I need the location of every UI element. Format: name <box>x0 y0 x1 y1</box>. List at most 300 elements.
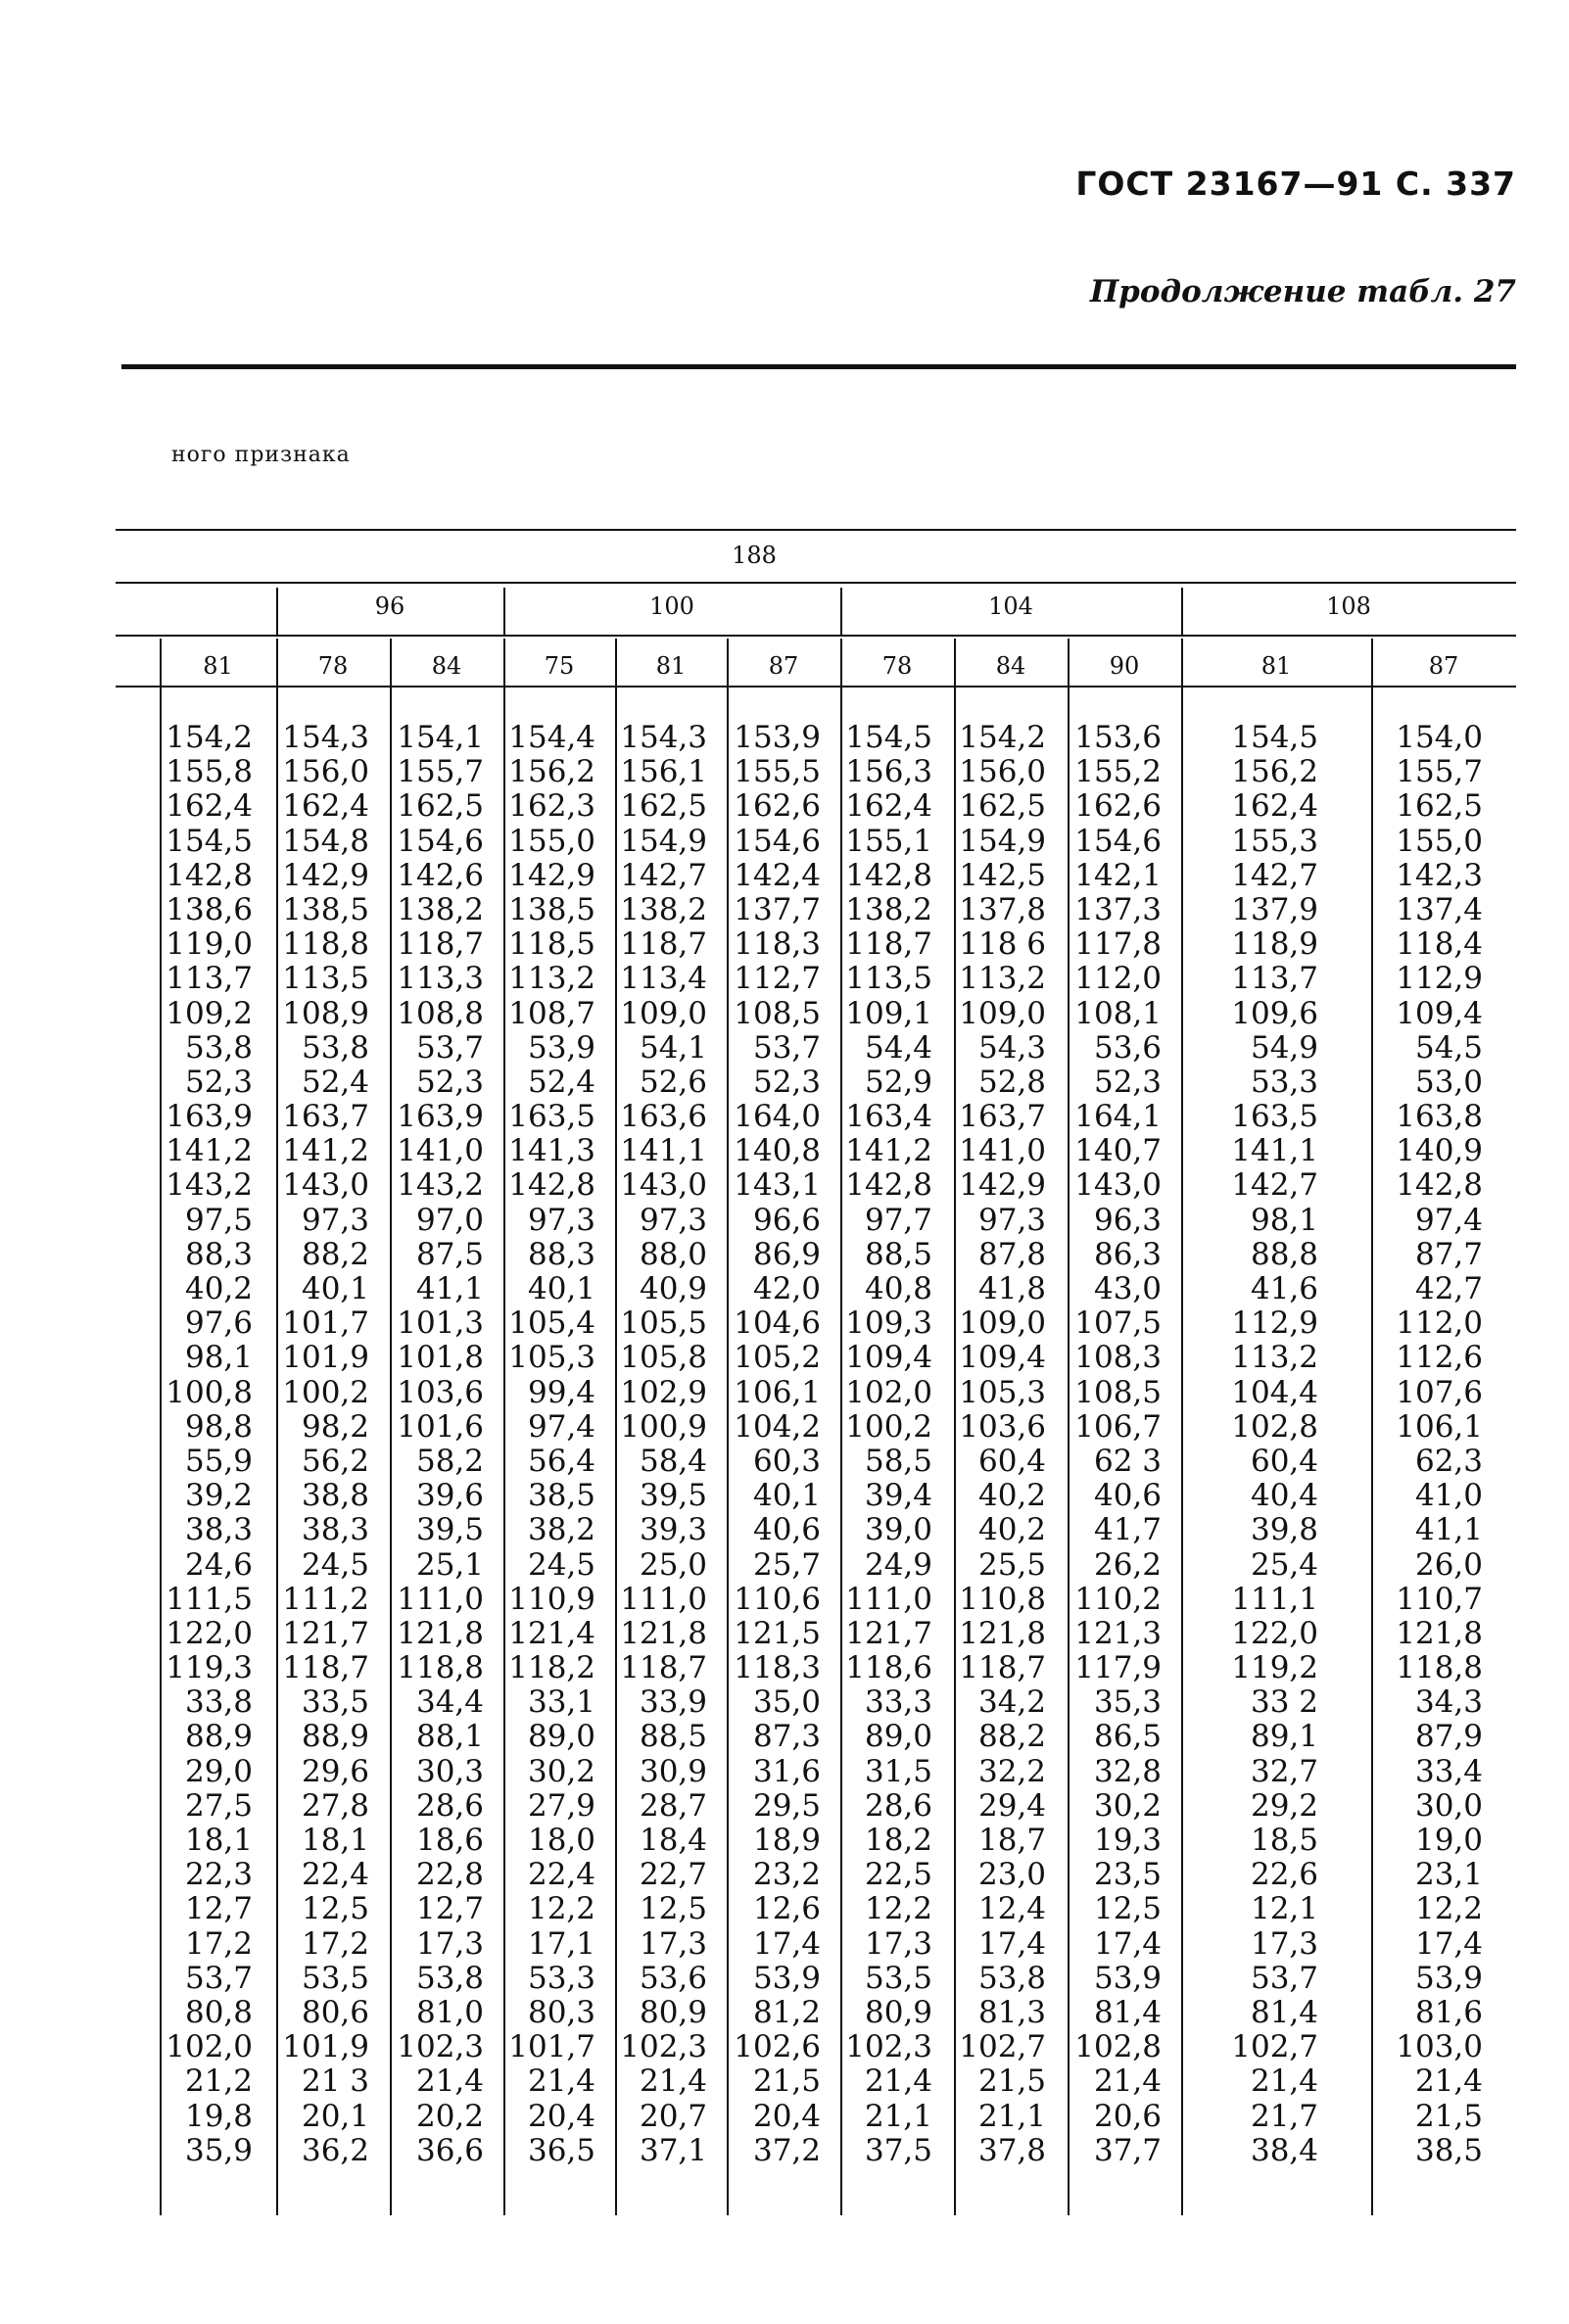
table-cell: 53,3 <box>527 1960 595 1996</box>
table-cell: 18,1 <box>301 1823 369 1858</box>
table-cell: 80,8 <box>184 1994 253 2030</box>
table-cell: 118,2 <box>508 1650 595 1686</box>
table-cell: 101,9 <box>282 1340 369 1376</box>
table-cell: 20,7 <box>639 2098 707 2134</box>
table-cell: 88,3 <box>184 1236 253 1272</box>
table-cell: 37,7 <box>1093 2132 1162 2168</box>
table-cell: 52,8 <box>977 1064 1046 1100</box>
table-cell: 33,9 <box>639 1684 707 1721</box>
table-cell: 118,7 <box>397 926 484 963</box>
table-cell: 17,3 <box>1250 1925 1318 1962</box>
table-cell: 17,2 <box>301 1925 369 1962</box>
table-cell: 24,6 <box>184 1546 253 1583</box>
column-header: 78 <box>881 652 913 680</box>
table-cell: 141,0 <box>959 1133 1046 1169</box>
table-cell: 40,8 <box>864 1271 932 1306</box>
table-cell: 53,9 <box>1414 1960 1483 1996</box>
table-cell: 164,0 <box>734 1099 821 1135</box>
table-cell: 141,1 <box>1231 1133 1318 1169</box>
table-cell: 97,3 <box>301 1202 369 1238</box>
table-cell: 56,4 <box>527 1443 595 1479</box>
table-cell: 89,0 <box>864 1719 932 1755</box>
table-cell: 163,9 <box>166 1099 253 1135</box>
table-cell: 113,5 <box>845 961 932 997</box>
table-cell: 141,0 <box>397 1133 484 1169</box>
table-cell: 163,8 <box>1396 1099 1483 1135</box>
table-cell: 113,7 <box>166 961 253 997</box>
table-cell: 20,2 <box>415 2098 484 2134</box>
table-cell: 27,8 <box>301 1787 369 1824</box>
group-label: 108 <box>1326 593 1371 620</box>
table-cell: 109,4 <box>1396 995 1483 1031</box>
table-cell: 108,5 <box>1074 1374 1162 1410</box>
table-cell: 138,2 <box>620 891 707 927</box>
data-column <box>959 721 1046 2168</box>
table-cell: 54,9 <box>1250 1029 1318 1066</box>
table-cell: 104,6 <box>734 1305 821 1342</box>
table-cell: 102,6 <box>734 2029 821 2065</box>
table-cell: 58,5 <box>864 1443 932 1479</box>
table-cell: 88,5 <box>639 1719 707 1755</box>
table-cell: 41,1 <box>1414 1512 1483 1548</box>
table-cell: 26,0 <box>1414 1546 1483 1583</box>
table-cell: 140,9 <box>1396 1133 1483 1169</box>
table-cell: 81,4 <box>1250 1994 1318 2030</box>
table-cell: 110,8 <box>959 1581 1046 1617</box>
table-cell: 41,6 <box>1250 1271 1318 1306</box>
column-divider <box>1181 639 1183 2215</box>
table-cell: 141,1 <box>620 1133 707 1169</box>
table-cell: 18,7 <box>977 1823 1046 1858</box>
table-cell: 142,8 <box>166 857 253 893</box>
table-cell: 142,5 <box>959 857 1046 893</box>
table-cell: 102,0 <box>166 2029 253 2065</box>
table-cell: 113,2 <box>959 961 1046 997</box>
table-cell: 153,9 <box>734 720 821 755</box>
table-cell: 156,2 <box>1231 754 1318 790</box>
table-cell: 96,3 <box>1093 1202 1162 1238</box>
table-cell: 21,4 <box>1250 2063 1318 2100</box>
table-cell: 12,2 <box>527 1891 595 1927</box>
table-cell: 88,9 <box>184 1719 253 1755</box>
table-cell: 58,4 <box>639 1443 707 1479</box>
table-cell: 113,3 <box>397 961 484 997</box>
table-cell: 118,6 <box>845 1650 932 1686</box>
table-cell: 137,9 <box>1231 891 1318 927</box>
table-cell: 142,9 <box>508 857 595 893</box>
table-cell: 103,6 <box>397 1374 484 1410</box>
table-cell: 162,5 <box>620 788 707 825</box>
table-cell: 153,6 <box>1074 720 1162 755</box>
table-cell: 142,7 <box>1231 1167 1318 1204</box>
table-cell: 22,4 <box>301 1857 369 1893</box>
data-column <box>845 721 932 2168</box>
table-cell: 101,3 <box>397 1305 484 1342</box>
table-cell: 142,8 <box>1396 1167 1483 1204</box>
table-cell: 21 3 <box>301 2063 369 2100</box>
table-cell: 21,4 <box>864 2063 932 2100</box>
table-cell: 62,3 <box>1414 1443 1483 1479</box>
table-cell: 32,8 <box>1093 1753 1162 1789</box>
table-cell: 53,6 <box>639 1960 707 1996</box>
table-cell: 118,9 <box>1231 926 1318 963</box>
table-cell: 38,4 <box>1250 2132 1318 2168</box>
table-cell: 162,4 <box>845 788 932 825</box>
table-cell: 80,9 <box>639 1994 707 2030</box>
table-cell: 112,0 <box>1074 961 1162 997</box>
table-cell: 88,0 <box>639 1236 707 1272</box>
table-cell: 156,2 <box>508 754 595 790</box>
table-cell: 25,1 <box>415 1546 484 1583</box>
table-cell: 142,7 <box>620 857 707 893</box>
table-cell: 53,8 <box>184 1029 253 1066</box>
table-cell: 154,9 <box>959 823 1046 859</box>
table-cell: 88,2 <box>301 1236 369 1272</box>
table-cell: 19,3 <box>1093 1823 1162 1858</box>
table-cell: 118,8 <box>1396 1650 1483 1686</box>
group-divider <box>1181 588 1183 635</box>
table-cell: 60,4 <box>1250 1443 1318 1479</box>
table-cell: 102,9 <box>620 1374 707 1410</box>
group-label: 96 <box>374 593 405 620</box>
table-cell: 97,5 <box>184 1202 253 1238</box>
table-cell: 23,1 <box>1414 1857 1483 1893</box>
table-cell: 87,3 <box>752 1719 821 1755</box>
table-cell: 34,2 <box>977 1684 1046 1721</box>
table-cell: 142,1 <box>1074 857 1162 893</box>
table-cell: 19,8 <box>184 2098 253 2134</box>
table-cell: 163,7 <box>959 1099 1046 1135</box>
data-column <box>282 721 369 2168</box>
table-cell: 121,8 <box>620 1615 707 1651</box>
table-cell: 87,7 <box>1414 1236 1483 1272</box>
table-cell: 89,0 <box>527 1719 595 1755</box>
table-cell: 111,0 <box>620 1581 707 1617</box>
table-cell: 28,6 <box>415 1787 484 1824</box>
table-cell: 113,2 <box>508 961 595 997</box>
table-cell: 40,9 <box>639 1271 707 1306</box>
data-column <box>734 721 821 2168</box>
table-cell: 18,0 <box>527 1823 595 1858</box>
table-cell: 40,2 <box>977 1478 1046 1514</box>
table-cell: 98,1 <box>184 1340 253 1376</box>
table-cell: 53,9 <box>527 1029 595 1066</box>
continuation-label: Продолжение табл. 27 <box>1089 274 1516 309</box>
table-cell: 118,7 <box>845 926 932 963</box>
column-divider <box>390 639 392 2215</box>
column-header: 81 <box>203 652 233 680</box>
table-cell: 53,7 <box>415 1029 484 1066</box>
table-cell: 18,4 <box>639 1823 707 1858</box>
table-cell: 137,8 <box>959 891 1046 927</box>
table-cell: 142,4 <box>734 857 821 893</box>
table-cell: 155,1 <box>845 823 932 859</box>
table-cell: 121,8 <box>1396 1615 1483 1651</box>
table-cell: 35,9 <box>184 2132 253 2168</box>
table-cell: 17,4 <box>1414 1925 1483 1962</box>
table-cell: 23,5 <box>1093 1857 1162 1893</box>
data-column <box>1396 721 1483 2168</box>
table-cell: 21,4 <box>1093 2063 1162 2100</box>
table-cell: 32,2 <box>977 1753 1046 1789</box>
table-cell: 31,5 <box>864 1753 932 1789</box>
table-cell: 154,5 <box>166 823 253 859</box>
column-header: 78 <box>317 652 349 680</box>
table-cell: 37,1 <box>639 2132 707 2168</box>
table-cell: 97,3 <box>639 1202 707 1238</box>
table-top-label: 188 <box>732 542 777 569</box>
table-cell: 40,1 <box>752 1478 821 1514</box>
table-cell: 154,6 <box>734 823 821 859</box>
table-cell: 54,3 <box>977 1029 1046 1066</box>
table-cell: 54,1 <box>639 1029 707 1066</box>
table-cell: 21,1 <box>977 2098 1046 2134</box>
table-cell: 30,3 <box>415 1753 484 1789</box>
table-cell: 33,1 <box>527 1684 595 1721</box>
top-rule <box>121 364 1516 369</box>
table-cell: 113,2 <box>1231 1340 1318 1376</box>
table-cell: 81,2 <box>752 1994 821 2030</box>
table-cell: 99,4 <box>527 1374 595 1410</box>
header-rule-top <box>116 529 1516 531</box>
table-cell: 109,0 <box>620 995 707 1031</box>
table-cell: 23,0 <box>977 1857 1046 1893</box>
table-cell: 109,6 <box>1231 995 1318 1031</box>
data-column <box>508 721 595 2168</box>
table-cell: 112,0 <box>1396 1305 1483 1342</box>
table-cell: 88,1 <box>415 1719 484 1755</box>
table-cell: 108,1 <box>1074 995 1162 1031</box>
column-header: 84 <box>995 652 1026 680</box>
table-cell: 55,9 <box>184 1443 253 1479</box>
table-cell: 103,6 <box>959 1408 1046 1445</box>
table-cell: 155,3 <box>1231 823 1318 859</box>
table-cell: 38,8 <box>301 1478 369 1514</box>
table-cell: 121,5 <box>734 1615 821 1651</box>
table-cell: 106,1 <box>734 1374 821 1410</box>
table-cell: 121,8 <box>959 1615 1046 1651</box>
table-cell: 162,6 <box>734 788 821 825</box>
table-cell: 43,0 <box>1093 1271 1162 1306</box>
table-cell: 53,5 <box>864 1960 932 1996</box>
table-cell: 17,4 <box>1093 1925 1162 1962</box>
table-cell: 33,5 <box>301 1684 369 1721</box>
table-cell: 34,4 <box>415 1684 484 1721</box>
table-cell: 53,8 <box>301 1029 369 1066</box>
table-cell: 163,4 <box>845 1099 932 1135</box>
table-cell: 52,9 <box>864 1064 932 1100</box>
table-cell: 42,7 <box>1414 1271 1483 1306</box>
table-cell: 88,9 <box>301 1719 369 1755</box>
table-cell: 138,5 <box>282 891 369 927</box>
table-cell: 109,0 <box>959 1305 1046 1342</box>
table-cell: 154,5 <box>1231 720 1318 755</box>
table-cell: 38,5 <box>527 1478 595 1514</box>
table-cell: 155,7 <box>1396 754 1483 790</box>
table-cell: 53,9 <box>752 1960 821 1996</box>
column-header: 87 <box>768 652 799 680</box>
table-cell: 111,0 <box>397 1581 484 1617</box>
table-cell: 18,5 <box>1250 1823 1318 1858</box>
table-cell: 52,4 <box>527 1064 595 1100</box>
table-cell: 108,9 <box>282 995 369 1031</box>
table-cell: 140,7 <box>1074 1133 1162 1169</box>
table-cell: 88,3 <box>527 1236 595 1272</box>
table-cell: 102,3 <box>845 2029 932 2065</box>
table-cell: 143,0 <box>620 1167 707 1204</box>
table-cell: 121,4 <box>508 1615 595 1651</box>
table-cell: 103,0 <box>1396 2029 1483 2065</box>
data-column <box>397 721 484 2168</box>
table-cell: 41,8 <box>977 1271 1046 1306</box>
table-cell: 156,1 <box>620 754 707 790</box>
table-cell: 102,8 <box>1231 1408 1318 1445</box>
table-cell: 154,4 <box>508 720 595 755</box>
table-cell: 101,7 <box>282 1305 369 1342</box>
table-cell: 33,4 <box>1414 1753 1483 1789</box>
table-cell: 27,5 <box>184 1787 253 1824</box>
table-cell: 97,4 <box>1414 1202 1483 1238</box>
column-divider <box>840 639 842 2215</box>
table-cell: 35,0 <box>752 1684 821 1721</box>
table-cell: 80,6 <box>301 1994 369 2030</box>
table-cell: 60,4 <box>977 1443 1046 1479</box>
table-cell: 17,4 <box>752 1925 821 1962</box>
table-cell: 107,6 <box>1396 1374 1483 1410</box>
table-cell: 38,5 <box>1414 2132 1483 2168</box>
table-cell: 39,3 <box>639 1512 707 1548</box>
table-cell: 53,5 <box>301 1960 369 1996</box>
table-cell: 18,2 <box>864 1823 932 1858</box>
table-cell: 154,0 <box>1396 720 1483 755</box>
table-cell: 137,7 <box>734 891 821 927</box>
table-cell: 111,5 <box>166 1581 253 1617</box>
table-cell: 22,8 <box>415 1857 484 1893</box>
table-cell: 38,3 <box>184 1512 253 1548</box>
table-cell: 119,2 <box>1231 1650 1318 1686</box>
table-cell: 17,3 <box>639 1925 707 1962</box>
table-cell: 163,6 <box>620 1099 707 1135</box>
table-cell: 118 6 <box>959 926 1046 963</box>
table-cell: 121,7 <box>845 1615 932 1651</box>
column-divider <box>503 639 505 2215</box>
table-cell: 110,2 <box>1074 1581 1162 1617</box>
table-cell: 108,7 <box>508 995 595 1031</box>
table-cell: 109,4 <box>959 1340 1046 1376</box>
table-cell: 162,3 <box>508 788 595 825</box>
table-cell: 54,4 <box>864 1029 932 1066</box>
table-cell: 21,4 <box>639 2063 707 2100</box>
header-rule-columns <box>116 686 1516 688</box>
table-cell: 12,7 <box>184 1891 253 1927</box>
table-cell: 12,2 <box>1414 1891 1483 1927</box>
table-cell: 25,5 <box>977 1546 1046 1583</box>
table-cell: 30,2 <box>527 1753 595 1789</box>
table-cell: 143,1 <box>734 1167 821 1204</box>
table-cell: 109,0 <box>959 995 1046 1031</box>
table-cell: 163,5 <box>508 1099 595 1135</box>
table-cell: 119,0 <box>166 926 253 963</box>
table-cell: 113,4 <box>620 961 707 997</box>
table-cell: 21,4 <box>1414 2063 1483 2100</box>
table-cell: 100,8 <box>166 1374 253 1410</box>
table-cell: 154,9 <box>620 823 707 859</box>
column-header: 81 <box>1260 652 1292 680</box>
table-cell: 154,1 <box>397 720 484 755</box>
table-cell: 97,0 <box>415 1202 484 1238</box>
table-cell: 52,3 <box>1093 1064 1162 1100</box>
table-cell: 155,5 <box>734 754 821 790</box>
table-cell: 18,6 <box>415 1823 484 1858</box>
table-cell: 40,2 <box>977 1512 1046 1548</box>
table-cell: 33 2 <box>1250 1684 1318 1721</box>
table-cell: 102,8 <box>1074 2029 1162 2065</box>
table-cell: 53,0 <box>1414 1064 1483 1100</box>
table-cell: 118,4 <box>1396 926 1483 963</box>
table-cell: 20,1 <box>301 2098 369 2134</box>
table-cell: 29,0 <box>184 1753 253 1789</box>
table-cell: 102,7 <box>959 2029 1046 2065</box>
table-cell: 25,4 <box>1250 1546 1318 1583</box>
table-cell: 121,8 <box>397 1615 484 1651</box>
table-cell: 21,4 <box>527 2063 595 2100</box>
table-cell: 24,5 <box>527 1546 595 1583</box>
table-cell: 40,2 <box>184 1271 253 1306</box>
table-cell: 17,4 <box>977 1925 1046 1962</box>
table-cell: 38,2 <box>527 1512 595 1548</box>
table-cell: 97,7 <box>864 1202 932 1238</box>
table-cell: 53,8 <box>415 1960 484 1996</box>
column-header: 87 <box>1428 652 1459 680</box>
table-cell: 108,3 <box>1074 1340 1162 1376</box>
table-cell: 138,2 <box>397 891 484 927</box>
table-cell: 53,9 <box>1093 1960 1162 1996</box>
data-column <box>1074 721 1162 2168</box>
table-cell: 21,7 <box>1250 2098 1318 2134</box>
table-cell: 105,8 <box>620 1340 707 1376</box>
table-cell: 121,3 <box>1074 1615 1162 1651</box>
table-cell: 142,8 <box>845 857 932 893</box>
table-cell: 142,6 <box>397 857 484 893</box>
table-cell: 162,6 <box>1074 788 1162 825</box>
table-cell: 162,4 <box>1231 788 1318 825</box>
table-cell: 30,2 <box>1093 1787 1162 1824</box>
table-cell: 143,2 <box>397 1167 484 1204</box>
table-cell: 54,5 <box>1414 1029 1483 1066</box>
table-cell: 141,2 <box>282 1133 369 1169</box>
table-cell: 155,8 <box>166 754 253 790</box>
table-cell: 53,6 <box>1093 1029 1162 1066</box>
table-cell: 38,3 <box>301 1512 369 1548</box>
table-cell: 12,1 <box>1250 1891 1318 1927</box>
table-cell: 142,9 <box>959 1167 1046 1204</box>
table-cell: 41,0 <box>1414 1478 1483 1514</box>
table-cell: 97,6 <box>184 1305 253 1342</box>
table-cell: 12,2 <box>864 1891 932 1927</box>
table-cell: 105,3 <box>508 1340 595 1376</box>
table-cell: 118,5 <box>508 926 595 963</box>
table-cell: 33,3 <box>864 1684 932 1721</box>
table-caption: ного признака <box>171 443 351 467</box>
table-cell: 137,4 <box>1396 891 1483 927</box>
table-cell: 137,3 <box>1074 891 1162 927</box>
table-cell: 25,0 <box>639 1546 707 1583</box>
table-cell: 109,1 <box>845 995 932 1031</box>
table-cell: 26,2 <box>1093 1546 1162 1583</box>
table-cell: 162,4 <box>166 788 253 825</box>
table-cell: 86,5 <box>1093 1719 1162 1755</box>
table-cell: 112,9 <box>1396 961 1483 997</box>
